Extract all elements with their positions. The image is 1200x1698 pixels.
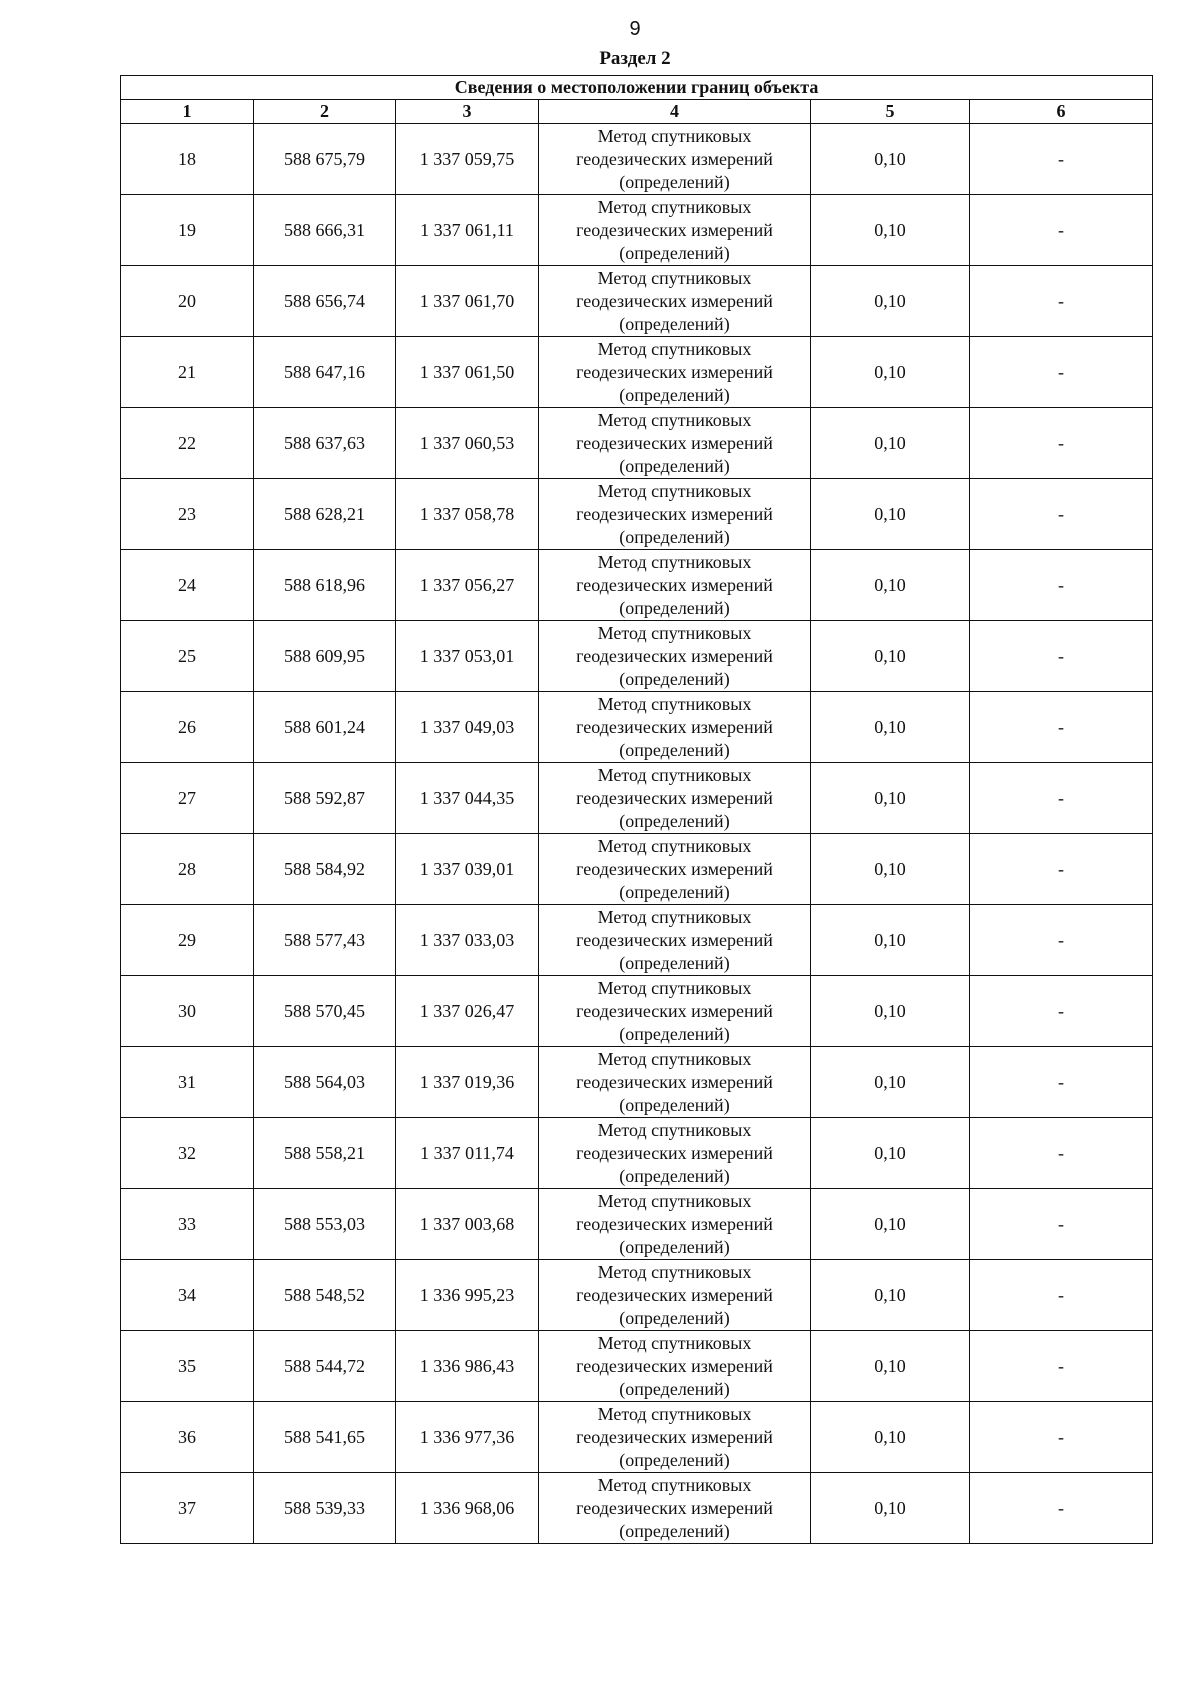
- page-number: 9: [629, 18, 641, 40]
- method-line: геодезических измерений: [576, 1355, 773, 1376]
- method-line: (определений): [619, 242, 730, 263]
- method-line: (определений): [619, 739, 730, 760]
- accuracy-cell: 0,10: [811, 763, 970, 834]
- point-number-cell: 27: [121, 763, 254, 834]
- method-line: геодезических измерений: [576, 148, 773, 169]
- method-cell: [539, 337, 811, 408]
- y-coordinate-cell: 1 337 059,75: [396, 124, 539, 195]
- method-line: (определений): [619, 1378, 730, 1399]
- method-line: Метод спутниковых: [597, 551, 752, 572]
- note-cell: -: [970, 195, 1153, 266]
- method-line: (определений): [619, 1520, 730, 1541]
- method-line: Метод спутниковых: [597, 480, 752, 501]
- method-cell: [539, 976, 811, 1047]
- method-cell: [539, 834, 811, 905]
- x-coordinate-cell: 588 553,03: [254, 1189, 396, 1260]
- y-coordinate-cell: 1 337 061,70: [396, 266, 539, 337]
- point-number-cell: 29: [121, 905, 254, 976]
- accuracy-cell: 0,10: [811, 1189, 970, 1260]
- point-number-cell: 20: [121, 266, 254, 337]
- method-line: Метод спутниковых: [597, 338, 752, 359]
- point-number-cell: 32: [121, 1118, 254, 1189]
- note-cell: -: [970, 408, 1153, 479]
- note-cell: -: [970, 1331, 1153, 1402]
- method-line: геодезических измерений: [576, 1213, 773, 1234]
- accuracy-cell: 0,10: [811, 692, 970, 763]
- column-header: 3: [396, 100, 539, 124]
- y-coordinate-cell: 1 336 968,06: [396, 1473, 539, 1544]
- y-coordinate-cell: 1 337 060,53: [396, 408, 539, 479]
- note-cell: -: [970, 1473, 1153, 1544]
- y-coordinate-cell: 1 337 053,01: [396, 621, 539, 692]
- point-number-cell: 24: [121, 550, 254, 621]
- method-cell: [539, 1047, 811, 1118]
- x-coordinate-cell: 588 666,31: [254, 195, 396, 266]
- method-line: геодезических измерений: [576, 1284, 773, 1305]
- y-coordinate-cell: 1 337 019,36: [396, 1047, 539, 1118]
- table-row: [121, 195, 1153, 266]
- method-cell: [539, 1189, 811, 1260]
- note-cell: -: [970, 124, 1153, 195]
- method-cell: [539, 124, 811, 195]
- accuracy-cell: 0,10: [811, 266, 970, 337]
- note-cell: -: [970, 976, 1153, 1047]
- table-row: [121, 408, 1153, 479]
- method-line: Метод спутниковых: [597, 125, 752, 146]
- x-coordinate-cell: 588 564,03: [254, 1047, 396, 1118]
- point-number-cell: 21: [121, 337, 254, 408]
- method-line: геодезических измерений: [576, 503, 773, 524]
- x-coordinate-cell: 588 570,45: [254, 976, 396, 1047]
- method-line: (определений): [619, 810, 730, 831]
- x-coordinate-cell: 588 548,52: [254, 1260, 396, 1331]
- method-line: (определений): [619, 1023, 730, 1044]
- x-coordinate-cell: 588 544,72: [254, 1331, 396, 1402]
- point-number-cell: 35: [121, 1331, 254, 1402]
- x-coordinate-cell: 588 628,21: [254, 479, 396, 550]
- accuracy-cell: 0,10: [811, 1402, 970, 1473]
- note-cell: -: [970, 763, 1153, 834]
- y-coordinate-cell: 1 336 986,43: [396, 1331, 539, 1402]
- method-line: геодезических измерений: [576, 1142, 773, 1163]
- point-number-cell: 33: [121, 1189, 254, 1260]
- method-line: геодезических измерений: [576, 1000, 773, 1021]
- point-number-cell: 23: [121, 479, 254, 550]
- table-row: [121, 1047, 1153, 1118]
- method-line: (определений): [619, 1165, 730, 1186]
- y-coordinate-cell: 1 337 033,03: [396, 905, 539, 976]
- x-coordinate-cell: 588 539,33: [254, 1473, 396, 1544]
- method-line: (определений): [619, 171, 730, 192]
- method-line: геодезических измерений: [576, 1497, 773, 1518]
- x-coordinate-cell: 588 618,96: [254, 550, 396, 621]
- y-coordinate-cell: 1 337 061,11: [396, 195, 539, 266]
- method-cell: [539, 1260, 811, 1331]
- method-line: (определений): [619, 881, 730, 902]
- table-row: [121, 1473, 1153, 1544]
- accuracy-cell: 0,10: [811, 195, 970, 266]
- x-coordinate-cell: 588 647,16: [254, 337, 396, 408]
- note-cell: -: [970, 1118, 1153, 1189]
- y-coordinate-cell: 1 337 026,47: [396, 976, 539, 1047]
- x-coordinate-cell: 588 656,74: [254, 266, 396, 337]
- method-line: Метод спутниковых: [597, 267, 752, 288]
- y-coordinate-cell: 1 337 003,68: [396, 1189, 539, 1260]
- accuracy-cell: 0,10: [811, 124, 970, 195]
- point-number-cell: 26: [121, 692, 254, 763]
- table-row: [121, 479, 1153, 550]
- column-header: 1: [121, 100, 254, 124]
- method-line: геодезических измерений: [576, 1426, 773, 1447]
- method-line: геодезических измерений: [576, 219, 773, 240]
- method-cell: [539, 195, 811, 266]
- accuracy-cell: 0,10: [811, 337, 970, 408]
- method-line: (определений): [619, 668, 730, 689]
- method-line: Метод спутниковых: [597, 1332, 752, 1353]
- table-row: [121, 1331, 1153, 1402]
- method-line: (определений): [619, 952, 730, 973]
- point-number-cell: 36: [121, 1402, 254, 1473]
- method-cell: [539, 1118, 811, 1189]
- method-line: Метод спутниковых: [597, 835, 752, 856]
- x-coordinate-cell: 588 592,87: [254, 763, 396, 834]
- table-row: [121, 1260, 1153, 1331]
- column-header: 6: [970, 100, 1153, 124]
- section-title: Раздел 2: [599, 48, 671, 69]
- method-cell: [539, 1331, 811, 1402]
- note-cell: -: [970, 834, 1153, 905]
- method-cell: [539, 621, 811, 692]
- y-coordinate-cell: 1 337 011,74: [396, 1118, 539, 1189]
- y-coordinate-cell: 1 336 977,36: [396, 1402, 539, 1473]
- note-cell: -: [970, 550, 1153, 621]
- point-number-cell: 18: [121, 124, 254, 195]
- x-coordinate-cell: 588 609,95: [254, 621, 396, 692]
- method-cell: [539, 905, 811, 976]
- method-line: Метод спутниковых: [597, 764, 752, 785]
- accuracy-cell: 0,10: [811, 976, 970, 1047]
- y-coordinate-cell: 1 337 058,78: [396, 479, 539, 550]
- accuracy-cell: 0,10: [811, 834, 970, 905]
- method-line: (определений): [619, 597, 730, 618]
- table-row: [121, 834, 1153, 905]
- point-number-cell: 34: [121, 1260, 254, 1331]
- y-coordinate-cell: 1 337 044,35: [396, 763, 539, 834]
- y-coordinate-cell: 1 336 995,23: [396, 1260, 539, 1331]
- method-line: Метод спутниковых: [597, 622, 752, 643]
- y-coordinate-cell: 1 337 039,01: [396, 834, 539, 905]
- method-line: (определений): [619, 1449, 730, 1470]
- point-number-cell: 31: [121, 1047, 254, 1118]
- method-line: (определений): [619, 313, 730, 334]
- method-cell: [539, 550, 811, 621]
- method-line: (определений): [619, 1094, 730, 1115]
- method-line: геодезических измерений: [576, 1071, 773, 1092]
- method-line: геодезических измерений: [576, 645, 773, 666]
- method-line: Метод спутниковых: [597, 1403, 752, 1424]
- accuracy-cell: 0,10: [811, 1118, 970, 1189]
- accuracy-cell: 0,10: [811, 408, 970, 479]
- table-row: [121, 905, 1153, 976]
- table-row: [121, 976, 1153, 1047]
- y-coordinate-cell: 1 337 056,27: [396, 550, 539, 621]
- column-header: 2: [254, 100, 396, 124]
- accuracy-cell: 0,10: [811, 479, 970, 550]
- point-number-cell: 30: [121, 976, 254, 1047]
- method-line: Метод спутниковых: [597, 906, 752, 927]
- accuracy-cell: 0,10: [811, 550, 970, 621]
- table-row: [121, 266, 1153, 337]
- accuracy-cell: 0,10: [811, 1473, 970, 1544]
- accuracy-cell: 0,10: [811, 1047, 970, 1118]
- accuracy-cell: 0,10: [811, 621, 970, 692]
- method-cell: [539, 266, 811, 337]
- method-cell: [539, 1402, 811, 1473]
- table-row: [121, 550, 1153, 621]
- method-line: Метод спутниковых: [597, 1048, 752, 1069]
- method-line: геодезических измерений: [576, 290, 773, 311]
- method-cell: [539, 1473, 811, 1544]
- note-cell: -: [970, 905, 1153, 976]
- method-cell: [539, 479, 811, 550]
- method-line: (определений): [619, 526, 730, 547]
- x-coordinate-cell: 588 601,24: [254, 692, 396, 763]
- point-number-cell: 25: [121, 621, 254, 692]
- column-header: 4: [539, 100, 811, 124]
- method-line: (определений): [619, 1236, 730, 1257]
- x-coordinate-cell: 588 541,65: [254, 1402, 396, 1473]
- table-row: [121, 1189, 1153, 1260]
- note-cell: -: [970, 266, 1153, 337]
- method-line: геодезических измерений: [576, 787, 773, 808]
- note-cell: -: [970, 337, 1153, 408]
- column-number-row: [121, 100, 1153, 124]
- note-cell: -: [970, 1189, 1153, 1260]
- note-cell: -: [970, 1047, 1153, 1118]
- point-number-cell: 37: [121, 1473, 254, 1544]
- method-line: Метод спутниковых: [597, 196, 752, 217]
- table-row: [121, 124, 1153, 195]
- method-cell: [539, 692, 811, 763]
- method-line: (определений): [619, 384, 730, 405]
- point-number-cell: 28: [121, 834, 254, 905]
- x-coordinate-cell: 588 584,92: [254, 834, 396, 905]
- note-cell: -: [970, 1260, 1153, 1331]
- table-row: [121, 1118, 1153, 1189]
- column-header: 5: [811, 100, 970, 124]
- x-coordinate-cell: 588 558,21: [254, 1118, 396, 1189]
- accuracy-cell: 0,10: [811, 1260, 970, 1331]
- table-row: [121, 621, 1153, 692]
- y-coordinate-cell: 1 337 061,50: [396, 337, 539, 408]
- table-row: [121, 337, 1153, 408]
- note-cell: -: [970, 479, 1153, 550]
- method-cell: [539, 763, 811, 834]
- method-line: Метод спутниковых: [597, 693, 752, 714]
- method-line: Метод спутниковых: [597, 1474, 752, 1495]
- y-coordinate-cell: 1 337 049,03: [396, 692, 539, 763]
- note-cell: -: [970, 621, 1153, 692]
- method-line: геодезических измерений: [576, 929, 773, 950]
- method-line: геодезических измерений: [576, 858, 773, 879]
- note-cell: -: [970, 692, 1153, 763]
- x-coordinate-cell: 588 637,63: [254, 408, 396, 479]
- method-line: Метод спутниковых: [597, 1190, 752, 1211]
- method-line: (определений): [619, 1307, 730, 1328]
- method-line: (определений): [619, 455, 730, 476]
- method-line: геодезических измерений: [576, 361, 773, 382]
- method-line: Метод спутниковых: [597, 1119, 752, 1140]
- x-coordinate-cell: 588 577,43: [254, 905, 396, 976]
- note-cell: -: [970, 1402, 1153, 1473]
- point-number-cell: 22: [121, 408, 254, 479]
- table-caption: Сведения о местоположении границ объекта: [121, 76, 1153, 100]
- method-line: геодезических измерений: [576, 716, 773, 737]
- method-line: геодезических измерений: [576, 574, 773, 595]
- method-line: Метод спутниковых: [597, 409, 752, 430]
- table-row: [121, 1402, 1153, 1473]
- table-row: [121, 763, 1153, 834]
- method-line: Метод спутниковых: [597, 977, 752, 998]
- point-number-cell: 19: [121, 195, 254, 266]
- method-line: геодезических измерений: [576, 432, 773, 453]
- boundary-coordinates-table: [120, 75, 1153, 1544]
- table-row: [121, 692, 1153, 763]
- x-coordinate-cell: 588 675,79: [254, 124, 396, 195]
- method-line: Метод спутниковых: [597, 1261, 752, 1282]
- accuracy-cell: 0,10: [811, 905, 970, 976]
- method-cell: [539, 408, 811, 479]
- accuracy-cell: 0,10: [811, 1331, 970, 1402]
